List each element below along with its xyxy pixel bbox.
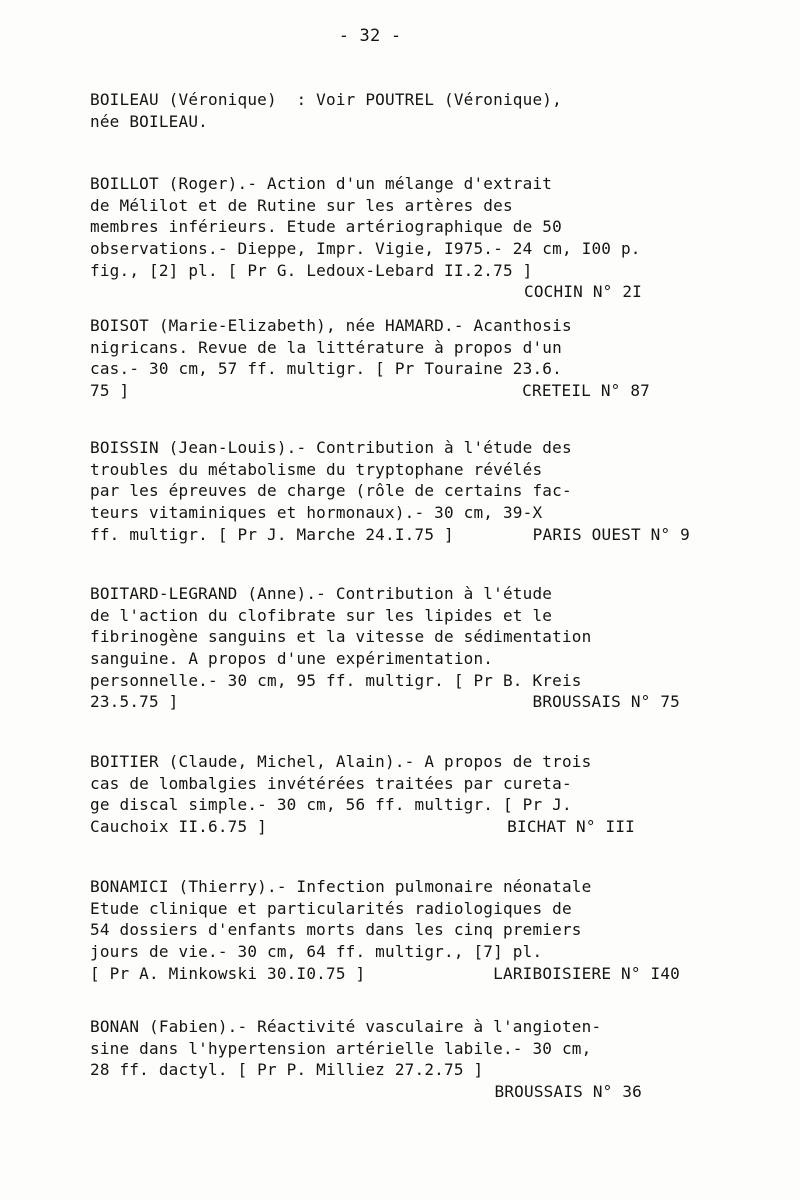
entry-text-line: jours de vie.- 30 cm, 64 ff. multigr., [7] pl. [90, 942, 543, 962]
entry-location: CRETEIL N° 87 [522, 381, 650, 401]
entry-text-line: troubles du métabolisme du tryptophane révélés [90, 459, 543, 479]
entry-location: COCHIN N° 2I [524, 282, 642, 302]
entry-location: BROUSSAIS N° 75 [532, 692, 680, 712]
entry-text-line: Etude clinique et particularités radiologiques de [90, 898, 572, 918]
page-number: - 32 - [338, 26, 402, 46]
entry-text-line: par les épreuves de charge (rôle de certains fac- [90, 481, 572, 501]
entry-text-line: ff. multigr. [ Pr J. Marche 24.I.75 ] [90, 524, 454, 544]
entry-text-line: sanguine. A propos d'une expérimentation. [90, 649, 494, 669]
entry-text-line: Cauchoix II.6.75 ] [90, 817, 267, 837]
entry-text-line: de l'action du clofibrate sur les lipides et le [90, 605, 553, 625]
entry-location: BICHAT N° III [507, 817, 635, 837]
entry-final-line [90, 816, 690, 838]
entry-location: BROUSSAIS N° 36 [494, 1082, 642, 1102]
bibliography-entry [90, 315, 690, 402]
entry-text-line: [ Pr A. Minkowski 30.I0.75 ] [90, 963, 366, 983]
entry-final-line [90, 963, 690, 985]
entry-text-line: BONAMICI (Thierry).- Infection pulmonaire néonatale [90, 877, 592, 896]
entry-text-line: nigricans. Revue de la littérature à propos d'un [90, 337, 562, 357]
entry-text-line: cas.- 30 cm, 57 ff. multigr. [ Pr Touraine 23.6. [90, 359, 562, 379]
entry-text-line: fig., [2] pl. [ Pr G. Ledoux-Lebard II.2.75 ] [90, 260, 533, 280]
entry-text-line: personnelle.- 30 cm, 95 ff. multigr. [ Pr B. Kreis [90, 670, 582, 690]
entry-text-line: fibrinogène sanguins et la vitesse de sédimentation [90, 627, 592, 647]
entry-text-line: 75 ] [90, 381, 130, 401]
entry-final-line [90, 524, 690, 546]
entry-text-line: 28 ff. dactyl. [ Pr P. Milliez 27.2.75 ] [90, 1060, 484, 1080]
bibliography-entry [90, 876, 690, 984]
entry-text-line: cas de lombalgies invétérées traitées par cureta- [90, 773, 572, 793]
bibliography-entry [90, 89, 690, 132]
entry-final-line [90, 691, 690, 713]
bibliography-entry [90, 583, 690, 713]
bibliography-entry [90, 1016, 690, 1103]
entry-text-line: membres inférieurs. Etude artériographique de 50 [90, 217, 562, 237]
bibliography-entry [90, 751, 690, 838]
entry-text-line: observations.- Dieppe, Impr. Vigie, I975.- 24 cm, I00 p. [90, 239, 641, 259]
entry-location: PARIS OUEST N° 9 [532, 524, 690, 544]
entry-text-line: BOILEAU (Véronique) : Voir POUTREL (Véronique), [90, 90, 562, 109]
entry-text-line: BONAN (Fabien).- Réactivité vasculaire à l'angioten- [90, 1017, 602, 1036]
bibliography-entry [90, 437, 690, 545]
entry-text-line: BOILLOT (Roger).- Action d'un mélange d'extrait [90, 174, 553, 193]
entry-location: LARIBOISIERE N° I40 [493, 963, 680, 983]
entry-text-line: BOISSIN (Jean-Louis).- Contribution à l'étude des [90, 438, 572, 457]
entry-text-line: teurs vitaminiques et hormonaux).- 30 cm, 39-X [90, 503, 543, 523]
entry-text-line: BOITIER (Claude, Michel, Alain).- A propos de trois [90, 752, 592, 771]
entry-text-line: BOITARD-LEGRAND (Anne).- Contribution à l'étude [90, 584, 553, 603]
entry-text-line: BOISOT (Marie-Elizabeth), née HAMARD.- Acanthosis [90, 316, 572, 335]
entry-text-line: 23.5.75 ] [90, 692, 179, 712]
entry-text-line: née BOILEAU. [90, 111, 208, 131]
entry-final-line [90, 380, 690, 402]
entry-text-line: de Mélilot et de Rutine sur les artères des [90, 195, 513, 215]
entry-text-line: sine dans l'hypertension artérielle labile.- 30 cm, [90, 1038, 592, 1058]
entry-text-line: 54 dossiers d'enfants morts dans les cinq premiers [90, 920, 582, 940]
bibliography-entry [90, 173, 690, 303]
entry-text-line: ge discal simple.- 30 cm, 56 ff. multigr. [ Pr J. [90, 795, 572, 815]
